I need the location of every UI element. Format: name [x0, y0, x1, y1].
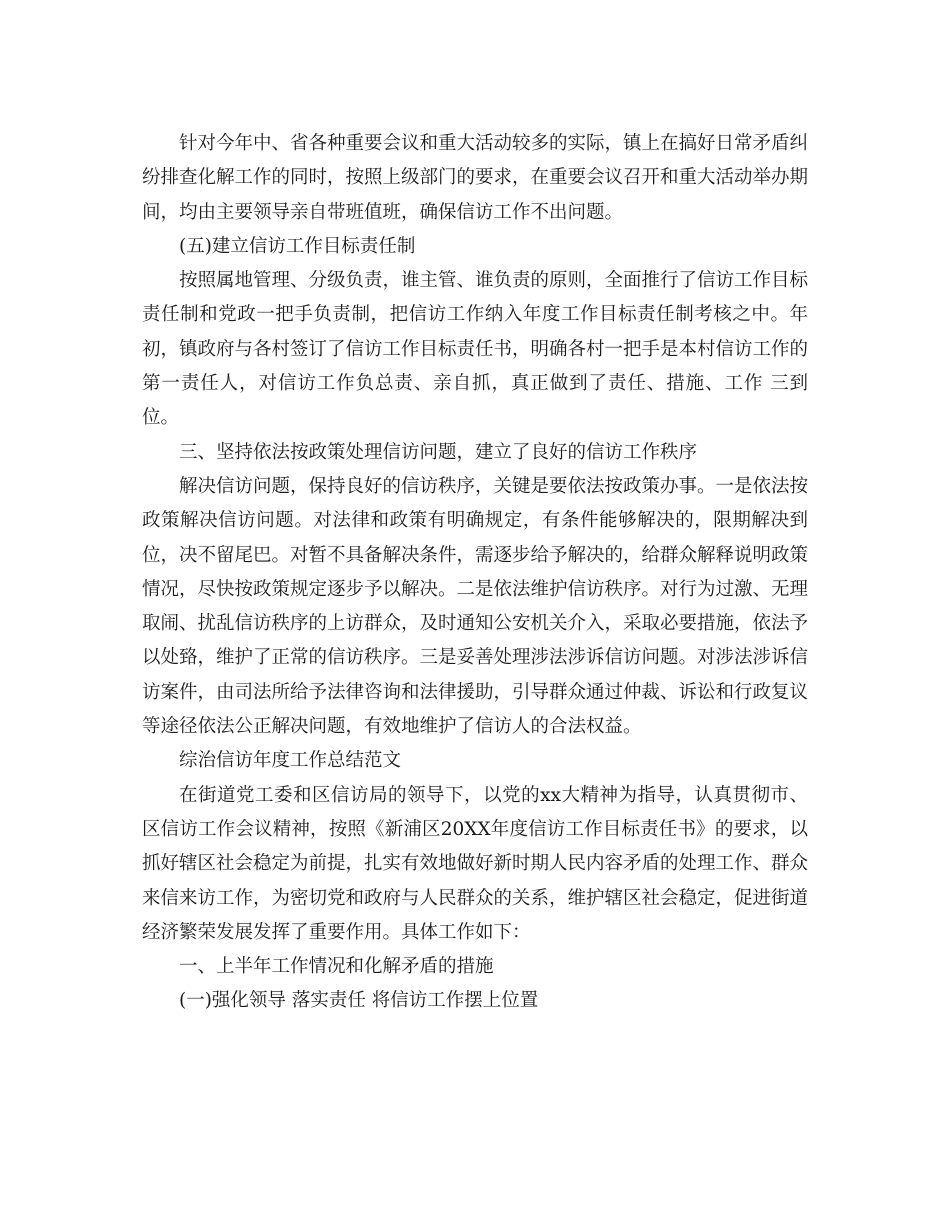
- section-heading: 三、坚持依法按政策处理信访问题，建立了良好的信访工作秩序: [179, 441, 698, 463]
- section-heading: 一、上半年工作情况和化解矛盾的措施: [179, 956, 494, 978]
- document-body: [142, 127, 808, 1019]
- section-heading: (五)建立信访工作目标责任制: [179, 235, 416, 257]
- body-paragraph: 针对今年中、省各种重要会议和重大活动较多的实际，镇上在搞好日常矛盾纠纷排查化解工作的同时，按照上级部门的要求，在重要会议召开和重大活动举办期间，均由主要领导亲自带班值班，确保信访工作不出问题。: [142, 133, 809, 223]
- body-paragraph: 按照属地管理、分级负责，谁主管、谁负责的原则，全面推行了信访工作目标责任制和党政一把手负责制，把信访工作纳入年度工作目标责任制考核之中。年初，镇政府与各村签订了信访工作目标责任书，明确各村一把手是本村信访工作的第一责任人，对信访工作负总责、亲自抓，真正做到了责任、措施、工作 三到位。: [142, 270, 809, 429]
- section-heading: (一)强化领导 落实责任 将信访工作摆上位置: [179, 990, 539, 1012]
- document-subtitle: 综治信访年度工作总结范文: [179, 750, 402, 772]
- body-paragraph: 解决信访问题，保持良好的信访秩序，关键是要依法按政策办事。一是依法按政策解决信访问题。对法律和政策有明确规定，有条件能够解决的，限期解决到位，决不留尾巴。对暂不具备解决条件，需逐步给予解决的，给群众解释说明政策情况，尽快按政策规定逐步予以解决。二是依法维护信访秩序。对行为过激、无理取闹、扰乱信访秩序的上访群众，及时通知公安机关介入，采取必要措施，依法予以处臵，维护了正常的信访秩序。三是妥善处理涉法涉诉信访问题。对涉法涉诉信访案件，由司法所给予法律咨询和法律援助，引导群众通过仲裁、诉讼和行政复议等途径依法公正解决问题，有效地维护了信访人的合法权益。: [142, 475, 809, 738]
- body-paragraph: 在街道党工委和区信访局的领导下，以党的xx大精神为指导，认真贯彻市、区信访工作会议精神，按照《新浦区20XX年度信访工作目标责任书》的要求，以抓好辖区社会稳定为前提，扎实有效地做好新时期人民内容矛盾的处理工作、群众来信来访工作，为密切党和政府与人民群众的关系，维护辖区社会稳定，促进街道经济繁荣发展发挥了重要作用。具体工作如下：: [142, 784, 809, 943]
